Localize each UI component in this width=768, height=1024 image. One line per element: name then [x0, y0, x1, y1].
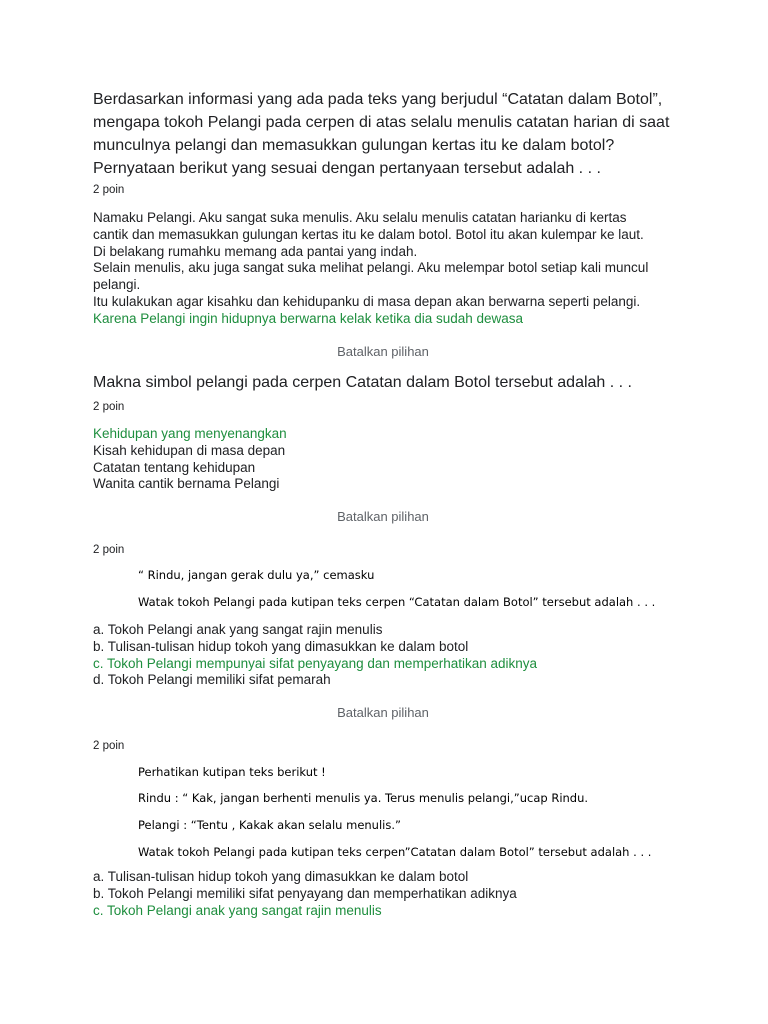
question-1-passage	[93, 210, 648, 328]
option-item[interactable]: b. Tulisan-tulisan hidup tokoh yang dimasukkan ke dalam botol	[93, 638, 469, 654]
option-item[interactable]: a. Tulisan-tulisan hidup tokoh yang dimasukkan ke dalam botol	[93, 869, 469, 884]
passage-line: Selain menulis, aku juga sangat suka melihat pelangi. Aku melempar botol setiap kali muncul	[93, 260, 649, 276]
question-3-points: 2 poin	[93, 544, 125, 556]
option-item[interactable]: Kisah kehidupan di masa depan	[93, 442, 286, 458]
question-1-title-line: Berdasarkan informasi yang ada pada teks yang berjudul “Catatan dalam Botol”,	[93, 91, 663, 108]
passage-line: cantik dan memasukkan gulungan kertas itu ke dalam botol. Botol itu akan kulempar ke laut.	[93, 226, 644, 242]
option-item[interactable]: Kehidupan yang menyenangkan	[93, 426, 287, 441]
question-2-options	[93, 426, 287, 493]
cancel-selection-button[interactable]: Batalkan pilihan	[337, 705, 429, 720]
image-text-line: Perhatikan kutipan teks berikut !	[138, 765, 326, 779]
question-1-title-line: Pernyataan berikut yang sesuai dengan pertanyaan tersebut adalah . . .	[93, 160, 601, 177]
question-1-title-line: munculnya pelangi dan memasukkan gulungan kertas itu ke dalam botol?	[93, 137, 615, 154]
question-1-points: 2 poin	[93, 184, 125, 196]
option-item[interactable]: b. Tokoh Pelangi memiliki sifat penyayang dan memperhatikan adiknya	[93, 885, 517, 901]
option-item[interactable]: a. Tokoh Pelangi anak yang sangat rajin menulis	[93, 622, 383, 637]
question-3-options	[93, 622, 537, 689]
option-item[interactable]: Catatan tentang kehidupan	[93, 459, 256, 475]
question-1	[93, 88, 669, 180]
question-4-points: 2 poin	[93, 740, 125, 752]
passage-line: Itu kulakukan agar kisahku dan kehidupanku di masa depan akan berwarna seperti pelangi.	[93, 293, 641, 309]
question-2-points: 2 poin	[93, 401, 125, 413]
option-item[interactable]: c. Tokoh Pelangi anak yang sangat rajin menulis	[93, 902, 382, 918]
image-text-line: “ Rindu, jangan gerak dulu ya,” cemasku	[138, 568, 375, 582]
passage-line: Namaku Pelangi. Aku sangat suka menulis. Aku selalu menulis catatan harianku di kertas	[93, 210, 627, 225]
question-1-title-line: mengapa tokoh Pelangi pada cerpen di atas selalu menulis catatan harian di saat	[93, 114, 670, 131]
passage-line: pelangi.	[93, 277, 141, 293]
option-item[interactable]: Wanita cantik bernama Pelangi	[93, 476, 280, 492]
question-3-image	[93, 566, 673, 616]
image-text-line: Rindu : “ Kak, jangan berhenti menulis ya. Terus menulis pelangi,”ucap Rindu.	[138, 791, 589, 805]
image-text-line: Watak tokoh Pelangi pada kutipan teks cerpen”Catatan dalam Botol” tersebut adalah . . .	[138, 845, 652, 859]
cancel-selection-button[interactable]: Batalkan pilihan	[337, 509, 429, 524]
passage-line: Di belakang rumahku memang ada pantai yang indah.	[93, 243, 418, 259]
option-item[interactable]: d. Tokoh Pelangi memiliki sifat pemarah	[93, 672, 331, 688]
question-4-options	[93, 869, 517, 919]
question-1-selected-answer[interactable]: Karena Pelangi ingin hidupnya berwarna kelak ketika dia sudah dewasa	[93, 310, 524, 326]
question-1-title	[93, 88, 669, 180]
question-2-title: Makna simbol pelangi pada cerpen Catatan dalam Botol tersebut adalah . . .	[93, 374, 632, 391]
image-text-line: Watak tokoh Pelangi pada kutipan teks cerpen “Catatan dalam Botol” tersebut adalah . . .	[138, 595, 656, 609]
cancel-selection-button[interactable]: Batalkan pilihan	[337, 344, 429, 359]
question-4-image	[93, 762, 673, 862]
option-item[interactable]: c. Tokoh Pelangi mempunyai sifat penyayang dan memperhatikan adiknya	[93, 655, 538, 671]
image-text-line: Pelangi : “Tentu , Kakak akan selalu menulis.”	[138, 818, 401, 832]
